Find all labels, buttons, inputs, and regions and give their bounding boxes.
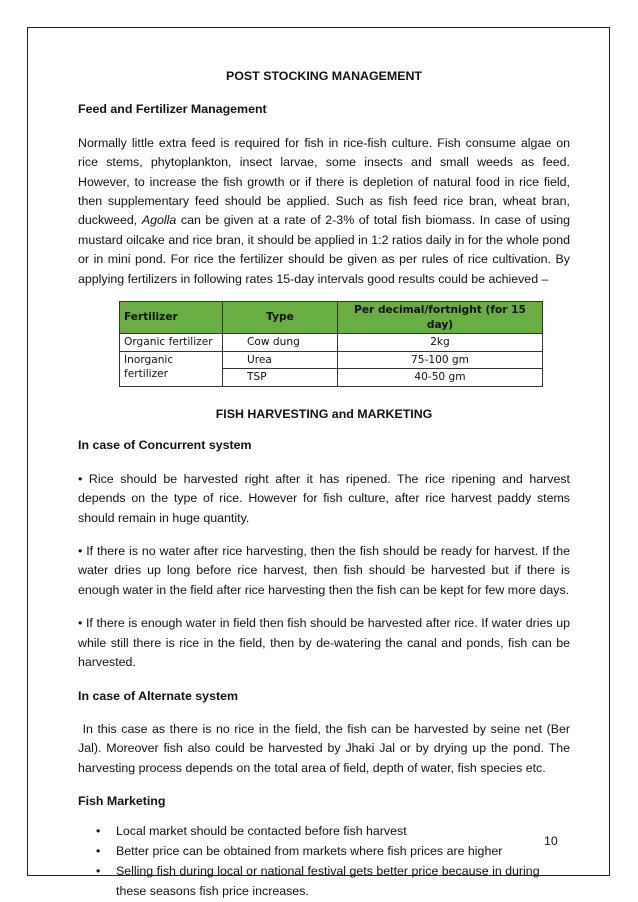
marketing-list <box>78 822 570 902</box>
cell-fertilizer: Inorganic fertilizer <box>120 351 223 386</box>
table-row <box>120 334 543 352</box>
marketing-heading: Fish Marketing <box>78 794 166 809</box>
alternate-heading: In case of Alternate system <box>78 688 238 703</box>
page-title: POST STOCKING MANAGEMENT <box>226 69 422 83</box>
concurrent-heading: In case of Concurrent system <box>78 438 252 453</box>
cell-rate: 75-100 gm <box>338 351 543 369</box>
header-rate: Per decimal/fortnight (for 15 day) <box>338 302 543 334</box>
concurrent-point-3: • If there is enough water in field then fish should be harvested after rice. If water dries up while still there is rice in the field, then by de-watering the canal and ponds, fish can be harvested. <box>78 616 570 670</box>
concurrent-point-2: • If there is no water after rice harvesting, then the fish should be ready for harvest. If the water dries up long before rice harvest, then fish should be harvested but if there is enough water in the field after rice harvesting then the fish can be kept for few more days. <box>78 544 570 597</box>
cell-type: Cow dung <box>223 334 338 352</box>
cell-rate: 2kg <box>338 334 543 352</box>
list-item: • Local market should be contacted before fish harvest <box>116 822 570 841</box>
cell-fertilizer: Organic fertilizer <box>120 334 223 352</box>
concurrent-point-1: • Rice should be harvested right after it has ripened. The rice ripening and harvest depends on the type of rice. However for fish culture, after rice harvest paddy stems should remain in huge quantity. <box>78 471 570 525</box>
page-content <box>78 67 574 902</box>
header-type: Type <box>223 302 338 334</box>
feed-paragraph <box>78 134 570 289</box>
cell-type: TSP <box>223 369 338 387</box>
fertilizer-table <box>119 301 543 387</box>
cell-rate: 40-50 gm <box>338 369 543 387</box>
feed-paragraph-part-2: can be given at a rate of 2-3% of total fish biomass. In case of using mustard oilcake and rice bran, it should be applied in 1:2 ratios daily in for the whole pond or in mini pond. For rice the fertilizer should be given as per rules of rice cultivation. By applying fertilizers in following rates 15-day intervals good results could be achieved – <box>78 213 570 286</box>
feed-paragraph-part-1: Normally little extra feed is required for fish in rice-fish culture. Fish consume algae on rice stems, phytoplankton, insect larvae, some insects and small weeds as feed. However, to increase the fish growth or if there is depletion of natural food in rice field, then supplementary feed should be applied. Such as fish feed rice bran, wheat bran, duckweed, <box>78 135 570 228</box>
feed-paragraph-italic: Agolla <box>141 213 177 228</box>
alternate-paragraph: In this case as there is no rice in the field, the fish can be harvested by seine net (Ber Jal). Moreover fish also could be harvested by Jhaki Jal or by drying up the pond. The harvesting process depends on the total area of field, depth of water, fish species etc. <box>78 721 574 775</box>
list-item: • Selling fish during local or national festival gets better price because in during these seasons fish price increases. <box>116 862 570 901</box>
header-fertilizer: Fertilizer <box>120 302 223 334</box>
table-row <box>120 351 543 369</box>
feed-heading: Feed and Fertilizer Management <box>78 102 267 117</box>
page-number: 10 <box>544 834 558 848</box>
list-item: • Better price can be obtained from markets where fish prices are higher <box>116 842 570 861</box>
harvest-title: FISH HARVESTING and MARKETING <box>215 407 433 422</box>
cell-type: Urea <box>223 351 338 369</box>
fertilizer-table-header-row <box>120 302 543 334</box>
